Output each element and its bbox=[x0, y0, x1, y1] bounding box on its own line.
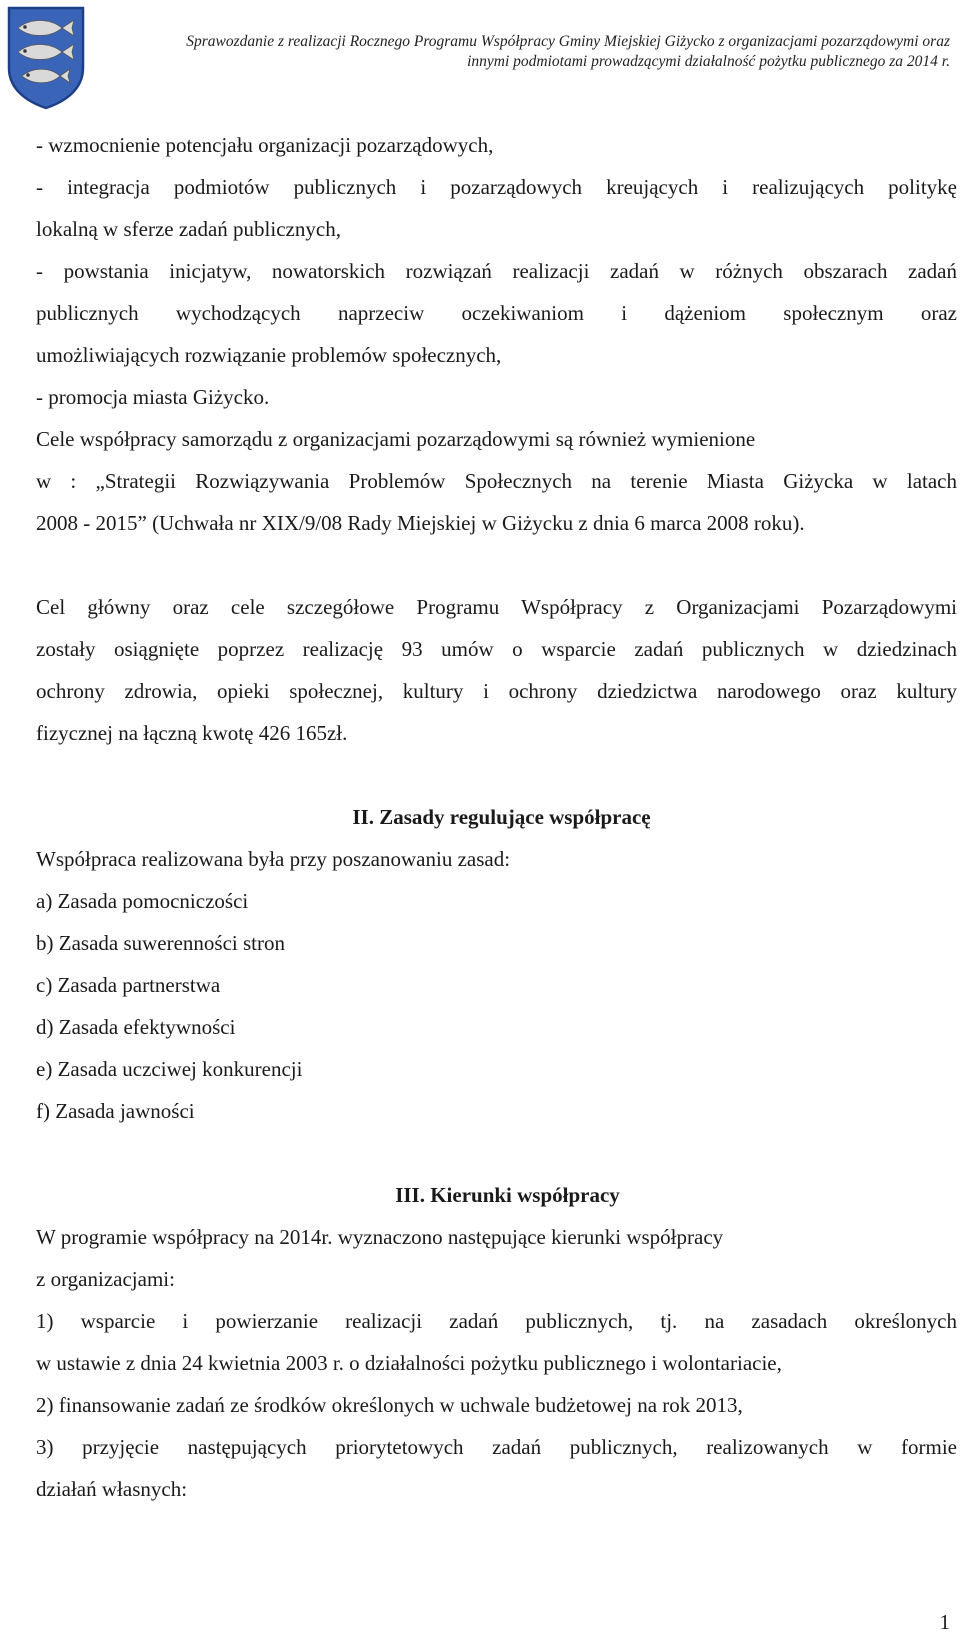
document-header bbox=[110, 32, 950, 72]
body-line: - integracja podmiotów publicznych i pozarządowych kreujących i realizujących politykę bbox=[36, 175, 957, 199]
header-line-2: innymi podmiotami prowadzącymi działalność pożytku publicznego za 2014 r. bbox=[467, 53, 950, 70]
coat-of-arms-fish-icon bbox=[6, 4, 86, 110]
body-line: ochrony zdrowia, opieki społecznej, kultury i ochrony dziedzictwa narodowego oraz kultury bbox=[36, 679, 957, 703]
body-line: - promocja miasta Giżycko. bbox=[36, 385, 270, 409]
body-line: Cele współpracy samorządu z organizacjami pozarządowymi są również wymienione bbox=[36, 427, 756, 451]
body-line: 3) przyjęcie następujących priorytetowych zadań publicznych, realizowanych w formie bbox=[36, 1435, 957, 1459]
body-line: fizycznej na łączną kwotę 426 165zł. bbox=[36, 721, 348, 745]
body-line: z organizacjami: bbox=[36, 1267, 175, 1291]
spacer bbox=[36, 1132, 957, 1174]
page-number: 1 bbox=[939, 1610, 950, 1634]
list-item: c) Zasada partnerstwa bbox=[36, 973, 221, 997]
body-line: 2) finansowanie zadań ze środków określonych w uchwale budżetowej na rok 2013, bbox=[36, 1393, 743, 1417]
section-intro: Współpraca realizowana była przy poszanowaniu zasad: bbox=[36, 847, 511, 871]
body-line: działań własnych: bbox=[36, 1477, 188, 1501]
list-item: e) Zasada uczciwej konkurencji bbox=[36, 1057, 303, 1081]
spacer bbox=[36, 544, 957, 586]
body-line: zostały osiągnięte poprzez realizację 93 umów o wsparcie zadań publicznych w dziedzinach bbox=[36, 637, 957, 661]
body-line: lokalną w sferze zadań publicznych, bbox=[36, 217, 341, 241]
list-item: a) Zasada pomocniczości bbox=[36, 889, 249, 913]
body-line: 1) wsparcie i powierzanie realizacji zadań publicznych, tj. na zasadach określonych bbox=[36, 1309, 957, 1333]
list-item: b) Zasada suwerenności stron bbox=[36, 931, 286, 955]
body-line: w ustawie z dnia 24 kwietnia 2003 r. o działalności pożytku publicznego i wolontariacie, bbox=[36, 1351, 782, 1375]
body-line: - wzmocnienie potencjału organizacji pozarządowych, bbox=[36, 133, 494, 157]
body-line: W programie współpracy na 2014r. wyznaczono następujące kierunki współpracy bbox=[36, 1225, 724, 1249]
body-line: - powstania inicjatyw, nowatorskich rozwiązań realizacji zadań w różnych obszarach zadań bbox=[36, 259, 957, 283]
body-line: publicznych wychodzących naprzeciw oczekiwaniom i dążeniom społecznym oraz bbox=[36, 301, 957, 325]
header-line-1: Sprawozdanie z realizacji Rocznego Programu Współpracy Gminy Miejskiej Giżycko z organizacjami pozarządowymi oraz bbox=[186, 33, 950, 50]
section-heading-kierunki: III. Kierunki współpracy bbox=[395, 1183, 620, 1207]
section-heading-zasady: II. Zasady regulujące współpracę bbox=[352, 805, 651, 829]
document-body bbox=[36, 124, 957, 1510]
list-item: f) Zasada jawności bbox=[36, 1099, 195, 1123]
body-line: 2008 - 2015” (Uchwała nr XIX/9/08 Rady Miejskiej w Giżycku z dnia 6 marca 2008 roku). bbox=[36, 511, 805, 535]
spacer bbox=[36, 754, 957, 796]
body-line: w : „Strategii Rozwiązywania Problemów Społecznych na terenie Miasta Giżycka w latach bbox=[36, 469, 957, 493]
list-item: d) Zasada efektywności bbox=[36, 1015, 236, 1039]
body-line: Cel główny oraz cele szczegółowe Programu Współpracy z Organizacjami Pozarządowymi bbox=[36, 595, 957, 619]
body-line: umożliwiających rozwiązanie problemów społecznych, bbox=[36, 343, 502, 367]
